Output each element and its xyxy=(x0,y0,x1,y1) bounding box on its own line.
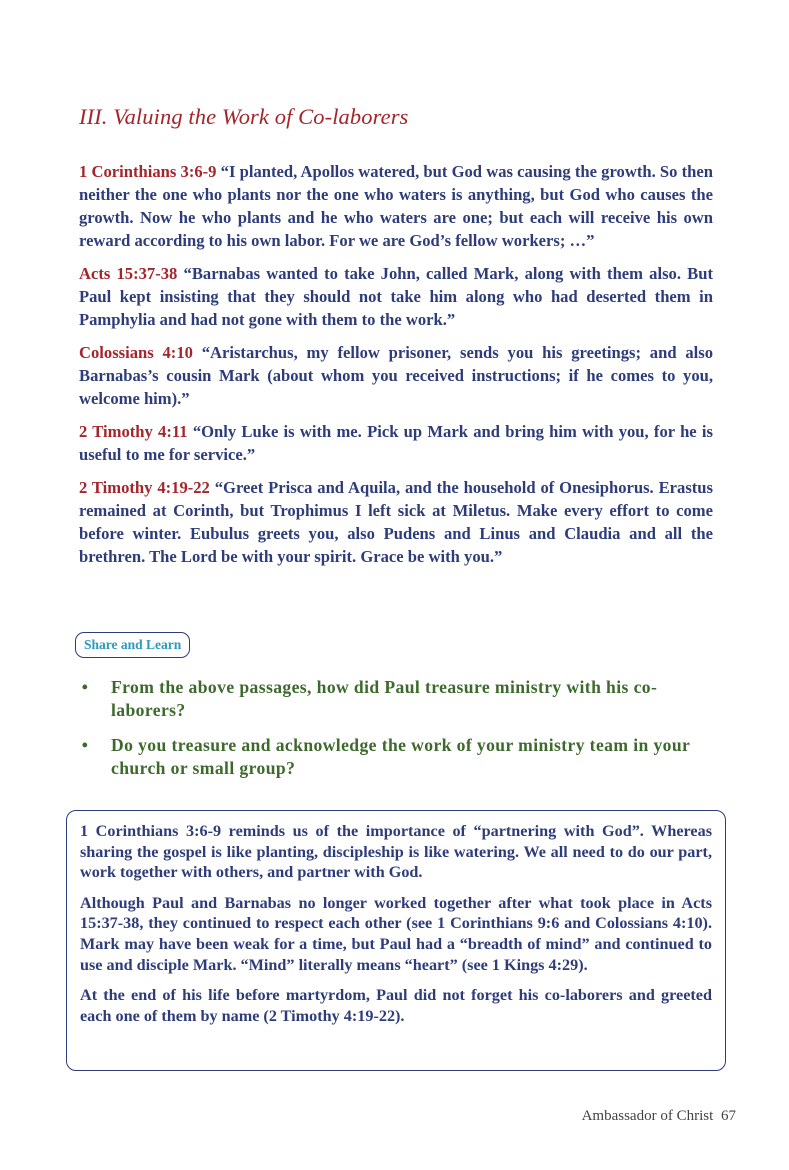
passage xyxy=(79,341,713,410)
passage-reference: Acts 15:37-38 xyxy=(79,264,178,283)
passage-text: “I planted, Apollos watered, but God was causing the growth. So then neither the one who plants nor the one who waters is anything, but God who causes the growth. Now he who plants and he who waters are one; but each will receive his own reward according to his own labor. For we are God’s fellow workers; …” xyxy=(79,162,713,250)
passage xyxy=(79,262,713,331)
passage-reference: 2 Timothy 4:11 xyxy=(79,422,188,441)
question-text: Do you treasure and acknowledge the work of your ministry team in your church or small group? xyxy=(111,735,690,778)
section-title: III. Valuing the Work of Co-laborers xyxy=(79,104,409,129)
passage-text: “Greet Prisca and Aquila, and the household of Onesiphorus. Erastus remained at Corinth, but Trophimus I left sick at Miletus. Make every effort to come before winter. Eubulus greets you, also Pudens and Linus and Claudia and all the brethren. The Lord be with your spirit. Grace be with you.” xyxy=(79,478,713,566)
question-item xyxy=(79,734,719,780)
passage xyxy=(79,160,713,252)
passage xyxy=(79,420,713,466)
passage-reference: Colossians 4:10 xyxy=(79,343,193,362)
discussion-questions xyxy=(79,676,719,792)
question-text: From the above passages, how did Paul treasure ministry with his co-laborers? xyxy=(111,677,658,720)
commentary-paragraph: Although Paul and Barnabas no longer worked together after what took place in Acts 15:37-38, they continued to respect each other (see 1 Corinthians 9:6 and Colossians 4:10). Mark may have been weak for a time, but Paul had a “breadth of mind” and continued to use and disciple Mark. “Mind” literally means “heart” (see 1 Kings 4:29). xyxy=(80,893,712,974)
commentary-box xyxy=(66,810,726,1071)
commentary-paragraph: 1 Corinthians 3:6-9 reminds us of the importance of “partnering with God”. Whereas sharing the gospel is like planting, discipleship is like watering. We all need to do our part, work together with others, and partner with God. xyxy=(80,822,712,882)
passage-text: “Only Luke is with me. Pick up Mark and bring him with you, for he is useful to me for service.” xyxy=(79,422,713,464)
bullet-icon: • xyxy=(81,735,89,755)
page-number: 67 xyxy=(721,1108,736,1124)
question-item xyxy=(79,676,719,722)
scripture-passages xyxy=(79,160,713,578)
book-title: Ambassador of Christ xyxy=(581,1108,714,1124)
passage-text: “Aristarchus, my fellow prisoner, sends you his greetings; and also Barnabas’s cousin Mark (about whom you received instructions; if he comes to you, welcome him).” xyxy=(79,343,714,408)
passage xyxy=(79,476,713,568)
passage-reference: 2 Timothy 4:19-22 xyxy=(79,478,210,497)
passage-text: “Barnabas wanted to take John, called Mark, along with them also. But Paul kept insisting that they should not take him along who had deserted them in Pamphylia and had not gone with them to the work.” xyxy=(79,264,713,329)
bullet-icon: • xyxy=(81,677,89,697)
commentary-paragraph: At the end of his life before martyrdom, Paul did not forget his co-laborers and greeted each one of them by name (2 Timothy 4:19-22). xyxy=(80,986,712,1025)
share-and-learn-badge: Share and Learn xyxy=(75,632,190,658)
page-footer xyxy=(582,1108,736,1125)
passage-reference: 1 Corinthians 3:6-9 xyxy=(79,162,217,181)
